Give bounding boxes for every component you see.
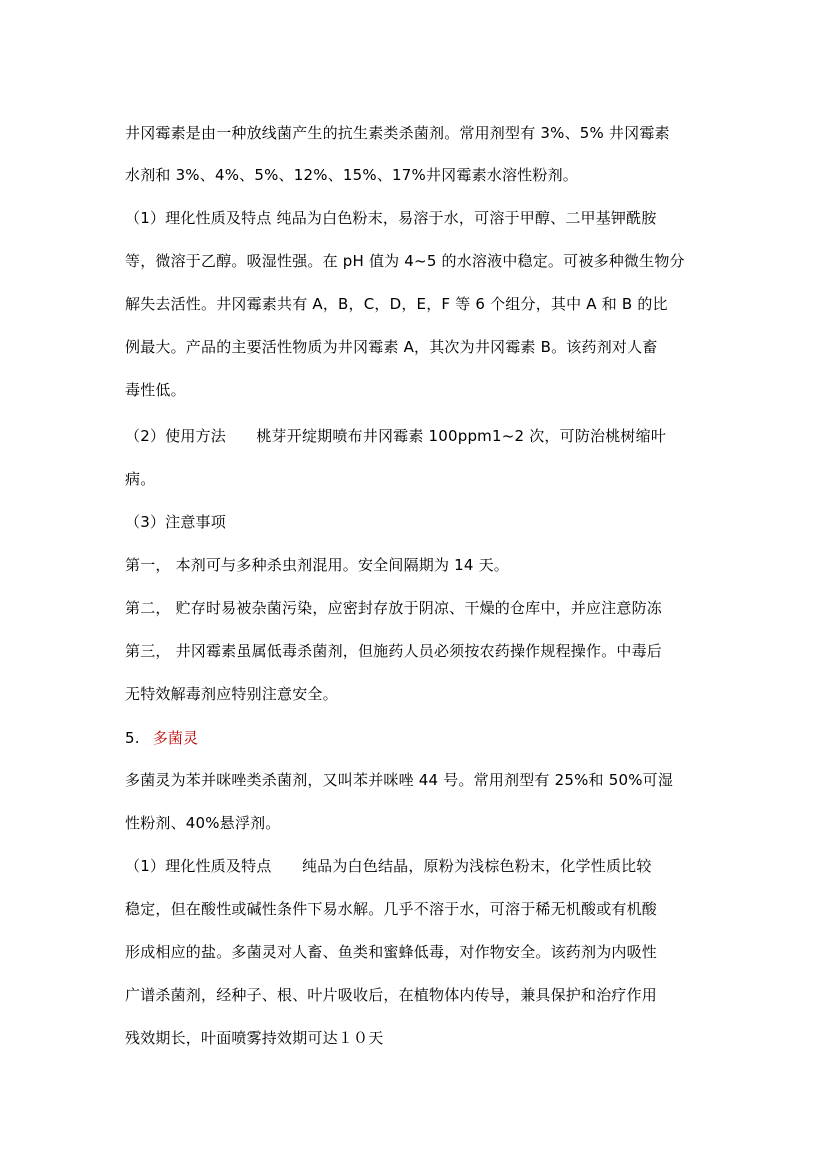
paragraph-line: 形成相应的盐。多菌灵对人畜、鱼类和蜜蜂低毒，对作物安全。该药剂为内吸性	[125, 943, 658, 961]
paragraph-line: （1）理化性质及特点 纯品为白色粉末，易溶于水，可溶于甲醇、二甲基钾酰胺	[125, 209, 657, 227]
paragraph-line: 广谱杀菌剂，经种子、根、叶片吸收后，在植物体内传导，兼具保护和治疗作用	[125, 986, 658, 1004]
paragraph-line: 井冈霉素是由一种放线菌产生的抗生素类杀菌剂。常用剂型有 3%、5% 井冈霉素	[125, 124, 670, 142]
paragraph-line: 等，微溶于乙醇。吸湿性强。在 pH 值为 4~5 的水溶液中稳定。可被多种微生物分	[125, 252, 685, 270]
paragraph-line: 性粉剂、40%悬浮剂。	[125, 814, 281, 832]
paragraph-line: （3）注意事项	[125, 513, 226, 531]
paragraph-line: 第三， 井冈霉素虽属低毒杀菌剂，但施药人员必须按农药操作规程操作。中毒后	[125, 642, 662, 660]
paragraph-line: 残效期长，叶面喷雾持效期可达１０天	[125, 1029, 384, 1047]
paragraph-line: 解失去活性。井冈霉素共有 A，B，C，D，E，F 等 6 个组分，其中 A 和 B 的比	[125, 295, 668, 313]
paragraph-line: 水剂和 3%、4%、5%、12%、15%、17%井冈霉素水溶性粉剂。	[125, 166, 578, 184]
paragraph-line: （2）使用方法 桃芽开绽期喷布井冈霉素 100ppm1~2 次，可防治桃树缩叶	[125, 427, 667, 445]
section-number: 5.	[125, 729, 140, 747]
paragraph-line: 多菌灵为苯并咪唑类杀菌剂，又叫苯并咪唑 44 号。常用剂型有 25%和 50%可湿	[125, 771, 674, 789]
paragraph-line: 无特效解毒剂应特别注意安全。	[125, 685, 338, 703]
paragraph-line: 第一， 本剂可与多种杀虫剂混用。安全间隔期为 14 天。	[125, 556, 509, 574]
paragraph-line: （1）理化性质及特点 纯品为白色结晶，原粉为浅棕色粉末，化学性质比较	[125, 857, 652, 875]
paragraph-line: 例最大。产品的主要活性物质为井冈霉素 A，其次为井冈霉素 B。该药剂对人畜	[125, 338, 658, 356]
section-title: 多菌灵	[152, 729, 199, 747]
paragraph-line: 稳定，但在酸性或碱性条件下易水解。几乎不溶于水，可溶于稀无机酸或有机酸	[125, 900, 658, 918]
paragraph-line: 毒性低。	[125, 381, 186, 399]
section-heading	[125, 728, 715, 748]
paragraph-line: 病。	[125, 470, 156, 488]
paragraph-line: 第二， 贮存时易被杂菌污染，应密封存放于阴凉、干燥的仓库中，并应注意防冻	[125, 599, 662, 617]
